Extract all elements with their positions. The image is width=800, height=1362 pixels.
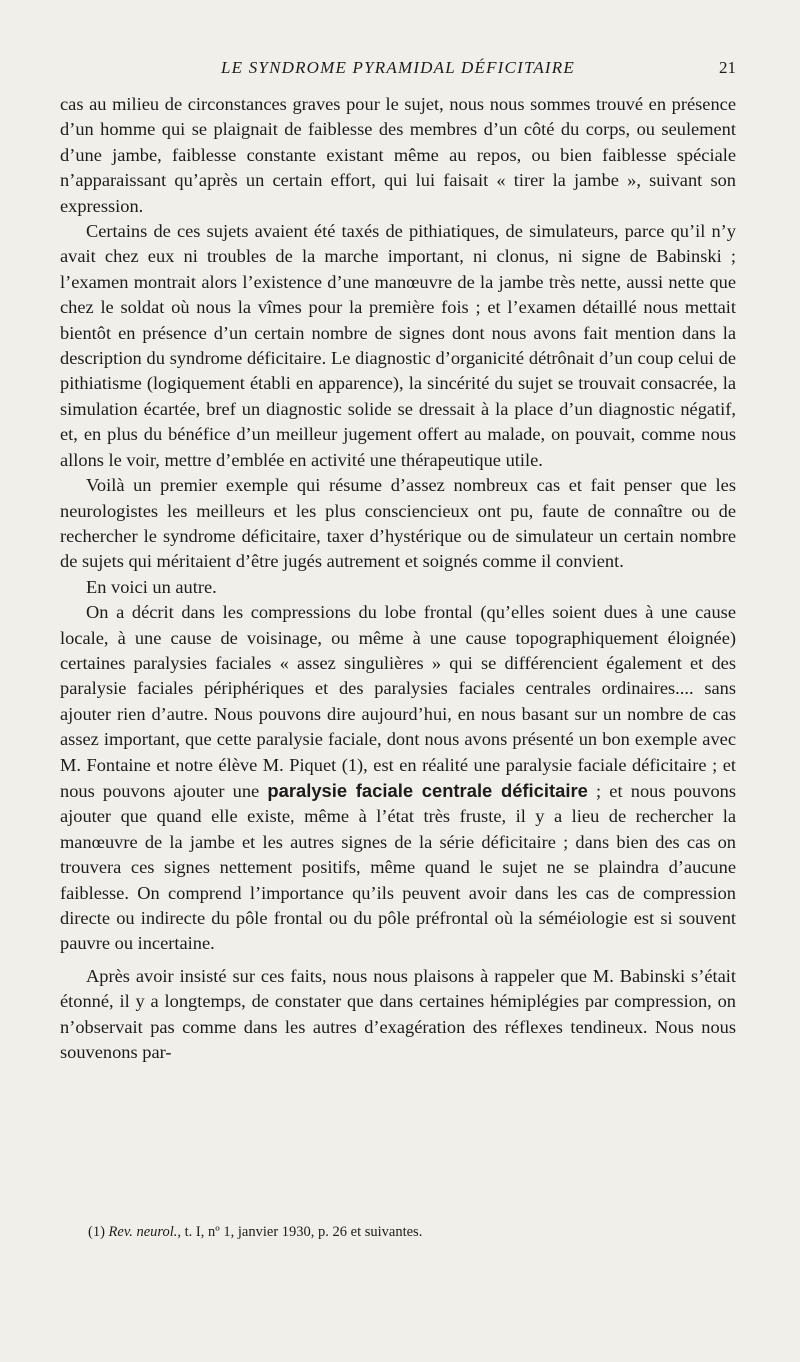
paragraph-continued: cas au milieu de circonstances graves pour le sujet, nous nous sommes trouvé en présence d’un homme qui se plaignait de faiblesse des membres d’un côté du corps, ou seulement d’une jambe, faiblesse constante existant même au repos, ou bien faiblesse spéciale n’apparaissant qu’après un certain effort, qui lui faisait « tirer la jambe », suivant son expression. [60, 94, 736, 216]
body-text [60, 92, 736, 1065]
footnote-reference: , t. I, nº 1, janvier 1930, p. 26 et suivantes. [177, 1224, 423, 1240]
footnote-journal: Rev. neurol. [108, 1224, 178, 1240]
running-title: LE SYNDROME PYRAMIDAL DÉFICITAIRE [221, 58, 575, 77]
paragraph-pithiatiques: Certains de ces sujets avaient été taxés de pithiatiques, de simulateurs, parce qu’il n’y avait chez eux ni troubles de la marche important, ni clonus, ni signe de Babinski ; l’examen montrait alors l’existence d’une manœuvre de la jambe très nette, aussi nette que chez le soldat où nous la vîmes pour la première fois ; et l’examen détaillé nous mettait bientôt en présence d’un certain nombre de signes dont nous avons fait mention dans la description du syndrome déficitaire. Le diagnostic d’organicité détrônait d’un coup celui de pithiatisme (logiquement établi en apparence), la sincérité du sujet se trouvait consacrée, la simulation écartée, bref un diagnostic solide se dressait à la place d’un diagnostic négatif, et, en plus du bénéfice d’un meilleur jugement offert au malade, on pouvait, comme nous allons le voir, mettre d’emblée en activité une thérapeutique utile. [60, 221, 736, 470]
paragraph-babinski: Après avoir insisté sur ces faits, nous nous plaisons à rappeler que M. Babinski s’était étonné, il y a longtemps, de constater que dans certaines hémiplégies par compression, on n’observait pas comme dans les autres d’exagération des réflexes tendineux. Nous nous souvenons par- [60, 965, 736, 1063]
paragraph-en-voici-un-autre: En voici un autre. [86, 576, 217, 597]
page-number: 21 [719, 58, 736, 77]
footnote [88, 1222, 728, 1242]
paragraph-premier-exemple: Voilà un premier exemple qui résume d’assez nombreux cas et fait penser que les neurologistes les meilleurs et les plus consciencieux ont pu, faute de connaître ou de rechercher le syndrome déficitaire, taxer d’hystérique ou de simulateur un certain nombre de sujets qui méritaient d’être jugés autrement et soignés comme il convient. [60, 475, 736, 572]
paragraph-paralysie-faciale-start: On a décrit dans les compressions du lobe frontal (qu’elles soient dues à une cause locale, à une cause de voisinage, ou même à une cause topographiquement éloignée) certaines paralysies faciales « assez singulières » qui se différencient également et des paralysie faciales périphériques et des paralysies faciales centrales ordinaires.... sans ajouter rien d’autre. Nous pouvons dire aujourd’hui, en nous basant sur un nombre de cas assez important, que cette paralysie faciale, dont nous avons présenté un bon exemple avec M. Fontaine et notre élève M. Piquet (1), est en réalité une paralysie faciale déficitaire ; et nous pouvons ajouter une [60, 602, 736, 801]
paragraph-paralysie-faciale [60, 600, 736, 957]
running-head [60, 58, 736, 82]
paragraph-paralysie-faciale-end: ; et nous pouvons ajouter que quand elle existe, même à l’état très fruste, il y a lieu de rechercher la manœuvre de la jambe et les autres signes de la série déficitaire ; dans bien des cas on trouvera ces signes nettement positifs, même quand le sujet ne se plaindra d’aucune faiblesse. On comprend l’importance qu’ils peuvent avoir dans les cas de compression directe ou indirecte du pôle frontal ou du pôle préfrontal où la séméiologie est si souvent pauvre ou incertaine. [60, 780, 736, 954]
emphasis-paralysie-faciale-centrale: paralysie faciale centrale déficitaire [267, 779, 588, 801]
footnote-marker: (1) [88, 1224, 105, 1240]
